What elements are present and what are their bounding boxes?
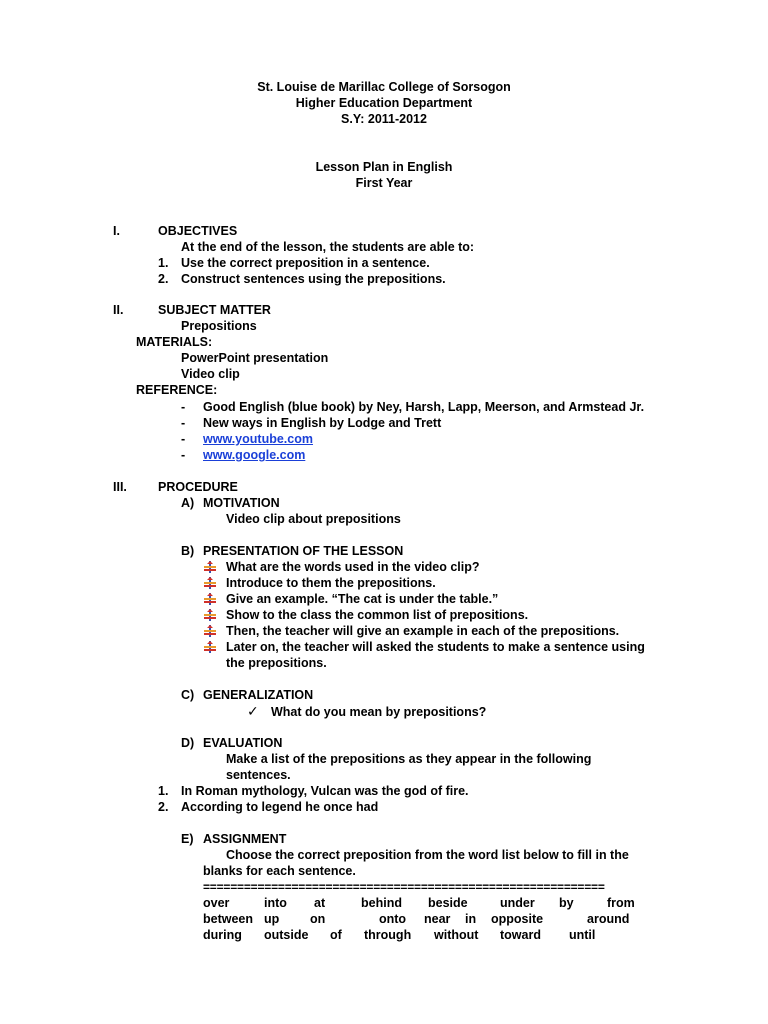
assignment-label: E) — [181, 832, 194, 846]
evaluation-item: According to legend he once had — [181, 800, 379, 814]
objectives-heading: OBJECTIVES — [158, 224, 238, 238]
section-numeral-procedure: III. — [113, 480, 127, 494]
objective-number: 1. — [158, 256, 169, 270]
presentation-title: PRESENTATION OF THE LESSON — [203, 544, 404, 558]
preposition-word: behind — [361, 896, 402, 910]
preposition-word: under — [500, 896, 535, 910]
preposition-word: around — [587, 912, 630, 926]
preposition-word: in — [465, 912, 477, 926]
preposition-word: near — [424, 912, 451, 926]
preposition-word: through — [364, 928, 412, 942]
reference-dash: - — [181, 416, 186, 430]
preposition-word: beside — [428, 896, 468, 910]
arrow-cross-bullet-icon — [203, 624, 217, 638]
subject-heading: SUBJECT MATTER — [158, 303, 271, 317]
subject-topic: Prepositions — [181, 319, 257, 333]
preposition-word: outside — [264, 928, 309, 942]
arrow-cross-bullet-icon — [203, 592, 217, 606]
evaluation-number: 1. — [158, 784, 169, 798]
preposition-word: from — [607, 896, 635, 910]
evaluation-item: In Roman mythology, Vulcan was the god of fire. — [181, 784, 469, 798]
presentation-item: Give an example. “The cat is under the table.” — [226, 592, 499, 606]
preposition-word: opposite — [491, 912, 544, 926]
school-year: S.Y: 2011-2012 — [341, 112, 427, 126]
objective-item: Construct sentences using the prepositions. — [181, 272, 446, 286]
assignment-instruction: Choose the correct preposition from the word list below to fill in the — [226, 848, 629, 862]
evaluation-number: 2. — [158, 800, 169, 814]
evaluation-instruction: Make a list of the prepositions as they appear in the following — [226, 752, 592, 766]
material-item: PowerPoint presentation — [181, 351, 329, 365]
reference-item: New ways in English by Lodge and Trett — [203, 416, 442, 430]
preposition-word: until — [569, 928, 596, 942]
department-name: Higher Education Department — [295, 96, 473, 110]
youtube-link[interactable]: www.youtube.com — [203, 432, 313, 446]
evaluation-label: D) — [181, 736, 195, 750]
objectives-intro: At the end of the lesson, the students are able to: — [181, 240, 475, 254]
preposition-word: by — [559, 896, 574, 910]
presentation-item: Introduce to them the prepositions. — [226, 576, 436, 590]
preposition-word: without — [434, 928, 479, 942]
divider-line: =========================================================== — [203, 880, 605, 894]
materials-label: MATERIALS: — [136, 335, 213, 349]
procedure-heading: PROCEDURE — [158, 480, 238, 494]
preposition-word: up — [264, 912, 280, 926]
preposition-word: at — [314, 896, 326, 910]
reference-dash: - — [181, 448, 186, 462]
preposition-word: on — [310, 912, 326, 926]
checkmark-icon: ✓ — [247, 703, 259, 719]
google-link[interactable]: www.google.com — [203, 448, 306, 462]
arrow-cross-bullet-icon — [203, 640, 217, 654]
preposition-word: during — [203, 928, 242, 942]
presentation-item: What are the words used in the video clip? — [226, 560, 480, 574]
arrow-cross-bullet-icon — [203, 608, 217, 622]
evaluation-instruction: sentences. — [226, 768, 291, 782]
motivation-label: A) — [181, 496, 195, 510]
material-item: Video clip — [181, 367, 240, 381]
presentation-item: Then, the teacher will give an example in each of the prepositions. — [226, 624, 620, 638]
assignment-title: ASSIGNMENT — [203, 832, 287, 846]
preposition-word: onto — [379, 912, 407, 926]
preposition-word: over — [203, 896, 230, 910]
arrow-cross-bullet-icon — [203, 576, 217, 590]
presentation-item: the prepositions. — [226, 656, 327, 670]
presentation-item: Show to the class the common list of prepositions. — [226, 608, 529, 622]
objective-item: Use the correct preposition in a sentence. — [181, 256, 430, 270]
presentation-item: Later on, the teacher will asked the students to make a sentence using — [226, 640, 645, 654]
assignment-instruction: blanks for each sentence. — [203, 864, 356, 878]
generalization-title: GENERALIZATION — [203, 688, 314, 702]
section-numeral-subject: II. — [113, 303, 124, 317]
generalization-question: What do you mean by prepositions? — [271, 705, 487, 719]
objective-number: 2. — [158, 272, 169, 286]
motivation-title: MOTIVATION — [203, 496, 280, 510]
reference-dash: - — [181, 432, 186, 446]
reference-dash: - — [181, 400, 186, 414]
plan-title: Lesson Plan in English — [315, 160, 453, 174]
motivation-text: Video clip about prepositions — [226, 512, 401, 526]
presentation-label: B) — [181, 544, 195, 558]
generalization-label: C) — [181, 688, 195, 702]
section-numeral-objectives: I. — [113, 224, 120, 238]
preposition-word: into — [264, 896, 287, 910]
reference-item: Good English (blue book) by Ney, Harsh, Lapp, Meerson, and Armstead Jr. — [203, 400, 645, 414]
school-name: St. Louise de Marillac College of Sorsogon — [257, 80, 511, 94]
reference-label: REFERENCE: — [136, 383, 218, 397]
evaluation-title: EVALUATION — [203, 736, 283, 750]
arrow-cross-bullet-icon — [203, 560, 217, 574]
preposition-word: between — [203, 912, 254, 926]
preposition-word: of — [330, 928, 342, 942]
preposition-word: toward — [500, 928, 541, 942]
grade-level: First Year — [355, 176, 413, 190]
